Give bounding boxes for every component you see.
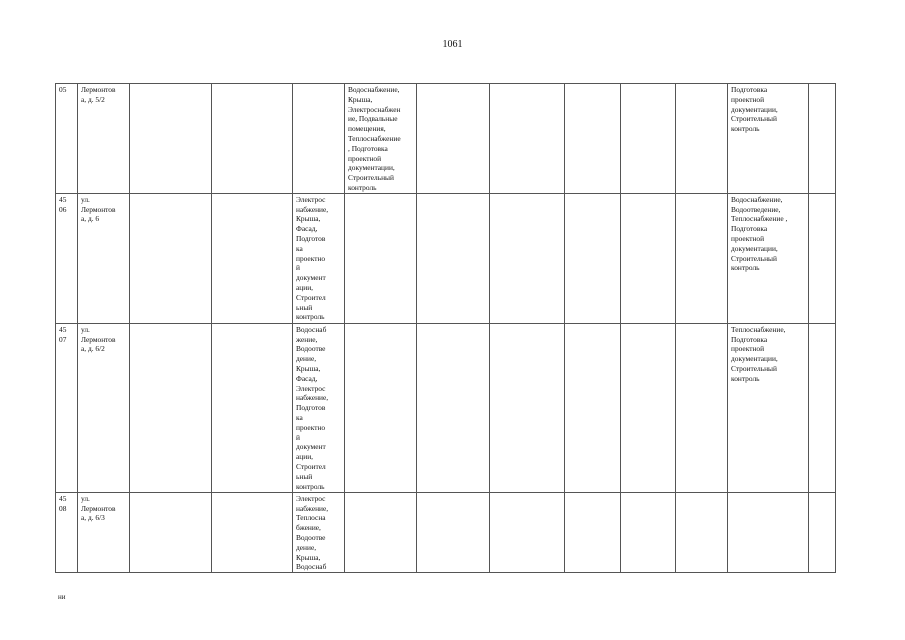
row-number-cell: 45 08 xyxy=(56,492,78,572)
table-row xyxy=(56,492,836,572)
table-cell xyxy=(676,492,728,572)
address-cell: Лермонтов а, д. 5/2 xyxy=(78,84,130,194)
table-row xyxy=(56,323,836,492)
table-cell xyxy=(565,193,621,323)
table-cell xyxy=(490,492,565,572)
table-cell xyxy=(621,492,676,572)
table-cell xyxy=(565,323,621,492)
table-cell xyxy=(490,323,565,492)
table-cell xyxy=(621,193,676,323)
table-cell xyxy=(809,323,836,492)
table-cell xyxy=(417,492,490,572)
table-cell xyxy=(621,323,676,492)
page-number: 1061 xyxy=(442,39,463,50)
works-cell: Водоснаб жение, Водоотве дение, Крыша, Фасад, Электрос набжение, Подготов ка проектно й документ ации, Строител ьный контроль xyxy=(293,323,345,492)
row-number-cell: 05 xyxy=(56,84,78,194)
table-cell xyxy=(130,492,212,572)
table-cell xyxy=(565,84,621,194)
row-number-cell: 45 07 xyxy=(56,323,78,492)
table-cell xyxy=(676,84,728,194)
table-cell xyxy=(130,193,212,323)
works-cell xyxy=(345,492,417,572)
table-cell xyxy=(417,323,490,492)
table-cell xyxy=(212,492,293,572)
table-cell xyxy=(621,84,676,194)
table-cell xyxy=(212,193,293,323)
table-cell xyxy=(809,193,836,323)
footer-mark: ни xyxy=(58,593,66,601)
table-cell xyxy=(490,193,565,323)
table-cell xyxy=(130,84,212,194)
table-cell xyxy=(130,323,212,492)
address-cell: ул. Лермонтов а, д. 6/3 xyxy=(78,492,130,572)
table-cell xyxy=(417,193,490,323)
address-cell: ул. Лермонтов а, д. 6 xyxy=(78,193,130,323)
works-cell: Электрос набжение, Крыша, Фасад, Подготов ка проектно й документ ации, Строител ьный контроль xyxy=(293,193,345,323)
table-cell xyxy=(809,492,836,572)
table-row xyxy=(56,84,836,194)
table-cell xyxy=(676,323,728,492)
works-cell xyxy=(728,492,809,572)
table-row xyxy=(56,193,836,323)
table-cell xyxy=(565,492,621,572)
table-cell xyxy=(212,84,293,194)
works-table xyxy=(55,83,836,573)
table-cell xyxy=(809,84,836,194)
table-cell xyxy=(676,193,728,323)
works-cell: Электрос набжение, Теплосна бжение, Водоотве дение, Крыша, Водоснаб xyxy=(293,492,345,572)
works-cell: Водоснабжение, Водоотведение, Теплоснабжение , Подготовка проектной документации, Строительный контроль xyxy=(728,193,809,323)
works-cell xyxy=(345,323,417,492)
address-cell: ул. Лермонтов а, д. 6/2 xyxy=(78,323,130,492)
works-cell: Подготовка проектной документации, Строительный контроль xyxy=(728,84,809,194)
works-cell: Теплоснабжение, Подготовка проектной документации, Строительный контроль xyxy=(728,323,809,492)
table-cell xyxy=(490,84,565,194)
table-cell xyxy=(212,323,293,492)
works-cell xyxy=(293,84,345,194)
works-cell: Водоснабжение, Крыша, Электроснабжен ие, Подвальные помещения, Теплоснабжение , Подготовка проектной документации, Строительный контроль xyxy=(345,84,417,194)
row-number-cell: 45 06 xyxy=(56,193,78,323)
table-cell xyxy=(417,84,490,194)
works-cell xyxy=(345,193,417,323)
